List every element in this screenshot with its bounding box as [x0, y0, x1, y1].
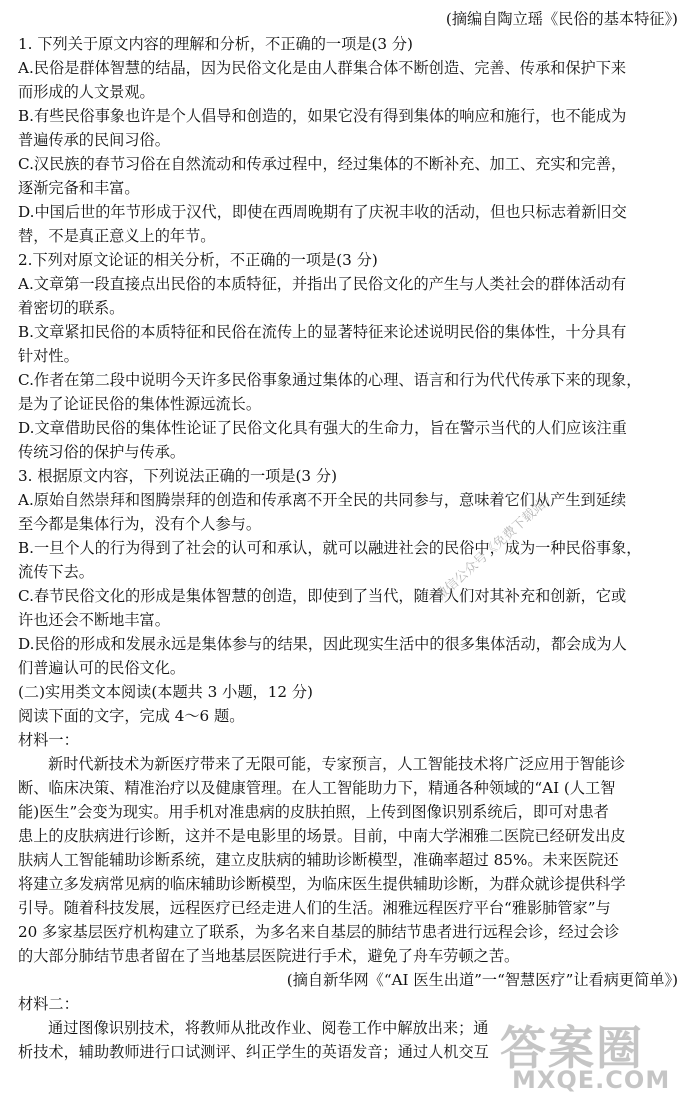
material-1-paragraph-line: 断、临床决策、精准治疗以及健康管理。在人工智能助力下，精通各种领域的“AI (人工智	[18, 779, 616, 797]
reading-instruction: 阅读下面的文字，完成 4～6 题。	[18, 707, 245, 725]
q1-option-d-cont: 替，不是真正意义上的年节。	[18, 227, 216, 245]
logo-title: 答案圈	[500, 1021, 644, 1075]
logo-url: MXQE.COM	[512, 1066, 671, 1094]
q2-option-a-cont: 着密切的联系。	[18, 299, 125, 317]
q3-option-c-cont: 许也还会不断地丰富。	[18, 611, 170, 629]
material-1-paragraph-line: 将建立多发病常见病的临床辅助诊断模型，为临床医生提供辅助诊断，为群众就诊提供科学	[18, 875, 626, 893]
site-logo	[490, 1012, 690, 1098]
q3-option-d: D.民俗的形成和发展永远是集体参与的结果，因此现实生活中的很多集体活动，都会成为人	[18, 635, 627, 653]
material-2-paragraph-line: 通过图像识别技术，将教师从批改作业、阅卷工作中解放出来；通	[48, 1019, 489, 1037]
question-3-stem: 3. 根据原文内容，下列说法正确的一项是(3 分)	[18, 467, 338, 485]
q1-option-b-cont: 普遍传承的民间习俗。	[18, 131, 170, 149]
q2-option-c-cont: 是为了论证民俗的集体性源远流长。	[18, 395, 261, 413]
q2-option-d: D.文章借助民俗的集体性论证了民俗文化具有强大的生命力，旨在警示当代的人们应该注重	[18, 419, 627, 437]
q3-option-b: B.一旦个人的行为得到了社会的认可和承认，就可以融进社会的民俗中，成为一种民俗事象，	[18, 539, 642, 557]
material-1-paragraph-line: 能)医生”会变为现实。用手机对准患病的皮肤拍照，上传到图像识别系统后，即可对患者	[18, 803, 609, 821]
question-2-stem: 2.下列对原文论证的相关分析，不正确的一项是(3 分)	[18, 251, 378, 269]
material-1-paragraph-line: 肤病人工智能辅助诊断系统，建立皮肤病的辅助诊断模型，准确率超过 85%。未来医院还	[18, 851, 619, 869]
source-citation: (摘编自陶立瑶《民俗的基本特征》)	[445, 10, 678, 28]
q2-option-d-cont: 传统习俗的保护与传承。	[18, 443, 186, 461]
q3-option-a: A.原始自然崇拜和图腾崇拜的创造和传承离不开全民的共同参与，意味着它们从产生到延续	[18, 491, 627, 509]
material-1-source: (摘自新华网《“AI 医生出道”一“智慧医疗”让看病更简单》)	[286, 971, 678, 989]
q3-option-b-cont: 流传下去。	[18, 563, 94, 581]
q2-option-b-cont: 针对性。	[18, 347, 79, 365]
q2-option-c: C.作者在第二段中说明今天许多民俗事象通过集体的心理、语言和行为代代传承下来的现象，	[18, 371, 642, 389]
watermark-text: 微信公众号《免费下载站》	[432, 488, 559, 605]
q2-option-b: B.文章紧扣民俗的本质特征和民俗在流传上的显著特征来论述说明民俗的集体性，十分具有	[18, 323, 627, 341]
q1-option-c: C.汉民族的春节习俗在自然流动和传承过程中，经过集体的不断补充、加工、充实和完善，	[18, 155, 627, 173]
q1-option-c-cont: 逐渐完备和丰富。	[18, 179, 140, 197]
material-1-label: 材料一：	[18, 731, 79, 749]
material-1-paragraph-line: 新时代新技术为新医疗带来了无限可能，专家预言，人工智能技术将广泛应用于智能诊	[48, 755, 626, 773]
material-1-paragraph-line: 引导。随着科技发展，远程医疗已经走进人们的生活。湘雅远程医疗平台“雅影肺管家”与	[18, 899, 611, 917]
q3-option-d-cont: 们普遍认可的民俗文化。	[18, 659, 186, 677]
material-2-label: 材料二：	[18, 995, 79, 1013]
question-1-stem: 1. 下列关于原文内容的理解和分析，不正确的一项是(3 分)	[18, 35, 413, 53]
q3-option-c: C.春节民俗文化的形成是集体智慧的创造，即使到了当代，随着人们对其补充和创新，它或	[18, 587, 627, 605]
q1-option-b: B.有些民俗事象也许是个人倡导和创造的，如果它没有得到集体的响应和施行，也不能成为	[18, 107, 627, 125]
material-2-paragraph-line: 析技术，辅助教师进行口试测评、纠正学生的英语发音；通过人机交互	[18, 1043, 489, 1061]
material-1-paragraph-line: 20 多家基层医疗机构建立了联系，为多名来自基层的肺结节患者进行远程会诊，经过会诊	[18, 923, 620, 941]
q1-option-d: D.中国后世的年节形成于汉代，即使在西周晚期有了庆祝丰收的活动，但也只标志着新旧交	[18, 203, 627, 221]
q2-option-a: A.文章第一段直接点出民俗的本质特征，并指出了民俗文化的产生与人类社会的群体活动有	[18, 275, 627, 293]
material-1-paragraph-line: 患上的皮肤病进行诊断，这并不是电影里的场景。目前，中南大学湘雅二医院已经研发出皮	[18, 827, 626, 845]
section-heading: (二)实用类文本阅读(本题共 3 小题，12 分)	[18, 683, 313, 701]
q1-option-a-cont: 而形成的人文景观。	[18, 83, 155, 101]
q3-option-a-cont: 至今都是集体行为，没有个人参与。	[18, 515, 261, 533]
q1-option-a: A.民俗是群体智慧的结晶，因为民俗文化是由人群集合体不断创造、完善、传承和保护下来	[18, 59, 627, 77]
material-1-paragraph-line: 的大部分肺结节患者留在了当地基层医院进行手术，避免了舟车劳顿之苦。	[18, 947, 520, 965]
